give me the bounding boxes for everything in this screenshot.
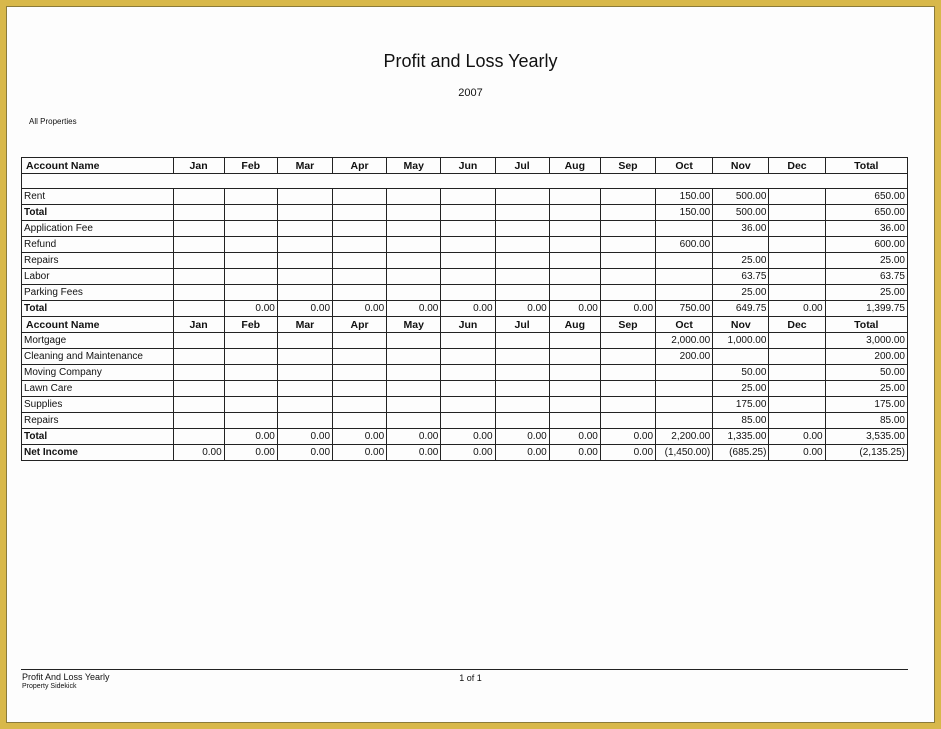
amount-cell (387, 333, 441, 349)
amount-cell (600, 349, 655, 365)
amount-cell (277, 189, 332, 205)
amount-cell (549, 189, 600, 205)
amount-cell (224, 237, 277, 253)
account-name-cell: Net Income (22, 445, 174, 461)
amount-cell: (685.25) (713, 445, 769, 461)
amount-cell (224, 397, 277, 413)
report-title: Profit and Loss Yearly (383, 51, 558, 71)
amount-cell (769, 349, 825, 365)
amount-cell: 1,000.00 (713, 333, 769, 349)
account-name-cell: Repairs (22, 413, 174, 429)
amount-cell (277, 269, 332, 285)
column-header: Aug (549, 317, 600, 333)
amount-cell (441, 413, 495, 429)
column-header: Jul (495, 317, 549, 333)
account-name-cell: Total (22, 429, 174, 445)
amount-cell (549, 269, 600, 285)
amount-cell: (1,450.00) (656, 445, 713, 461)
table-row (22, 445, 908, 461)
column-header: Nov (713, 158, 769, 174)
amount-cell (441, 349, 495, 365)
amount-cell (495, 365, 549, 381)
amount-cell (495, 349, 549, 365)
amount-cell (656, 397, 713, 413)
report-scope: All Properties (29, 117, 77, 126)
amount-cell (549, 221, 600, 237)
account-name-cell: Rent (22, 189, 174, 205)
amount-cell (441, 285, 495, 301)
amount-cell (713, 237, 769, 253)
amount-cell (549, 237, 600, 253)
amount-cell (769, 333, 825, 349)
amount-cell (441, 205, 495, 221)
amount-cell (224, 413, 277, 429)
amount-cell (224, 365, 277, 381)
table-row (22, 349, 908, 365)
amount-cell (549, 413, 600, 429)
amount-cell (333, 253, 387, 269)
amount-cell (549, 381, 600, 397)
column-header: Sep (600, 317, 655, 333)
amount-cell (173, 333, 224, 349)
amount-cell: (2,135.25) (825, 445, 907, 461)
amount-cell (600, 365, 655, 381)
table-row (22, 205, 908, 221)
amount-cell: 600.00 (656, 237, 713, 253)
account-name-cell: Moving Company (22, 365, 174, 381)
amount-cell (173, 381, 224, 397)
amount-cell (769, 413, 825, 429)
column-header: Apr (333, 317, 387, 333)
amount-cell (173, 285, 224, 301)
column-header: Jul (495, 158, 549, 174)
amount-cell (600, 269, 655, 285)
amount-cell (333, 205, 387, 221)
column-header: Aug (549, 158, 600, 174)
amount-cell (387, 365, 441, 381)
amount-cell (173, 397, 224, 413)
amount-cell (387, 285, 441, 301)
amount-cell (387, 349, 441, 365)
amount-cell: 0.00 (277, 301, 332, 317)
amount-cell: 63.75 (713, 269, 769, 285)
amount-cell: 0.00 (441, 301, 495, 317)
amount-cell (387, 269, 441, 285)
amount-cell: 0.00 (224, 301, 277, 317)
table-row (22, 365, 908, 381)
footer-page-number: 1 of 1 (459, 673, 482, 683)
amount-cell (656, 269, 713, 285)
amount-cell (600, 221, 655, 237)
table-row (22, 269, 908, 285)
amount-cell: 0.00 (600, 301, 655, 317)
spacer-cell (22, 174, 908, 189)
amount-cell (600, 397, 655, 413)
amount-cell: 0.00 (277, 429, 332, 445)
amount-cell (656, 253, 713, 269)
amount-cell: 0.00 (549, 445, 600, 461)
amount-cell (333, 285, 387, 301)
amount-cell: 0.00 (600, 429, 655, 445)
amount-cell (224, 253, 277, 269)
table-row (22, 285, 908, 301)
amount-cell (495, 333, 549, 349)
table-row (22, 253, 908, 269)
table-row (22, 381, 908, 397)
amount-cell: 0.00 (333, 429, 387, 445)
amount-cell: 175.00 (825, 397, 907, 413)
amount-cell (224, 205, 277, 221)
amount-cell (173, 205, 224, 221)
amount-cell: 0.00 (333, 301, 387, 317)
expense-header-row (22, 317, 908, 333)
amount-cell: 0.00 (549, 301, 600, 317)
amount-cell (333, 189, 387, 205)
amount-cell: 0.00 (495, 445, 549, 461)
amount-cell (600, 237, 655, 253)
table-row (22, 429, 908, 445)
amount-cell (173, 221, 224, 237)
amount-cell: 200.00 (825, 349, 907, 365)
column-header: Mar (277, 317, 332, 333)
amount-cell (173, 269, 224, 285)
amount-cell (600, 253, 655, 269)
amount-cell: 650.00 (825, 189, 907, 205)
amount-cell: 85.00 (713, 413, 769, 429)
amount-cell: 2,200.00 (656, 429, 713, 445)
spacer-row (22, 174, 908, 189)
amount-cell: 25.00 (713, 381, 769, 397)
amount-cell (769, 285, 825, 301)
amount-cell (549, 285, 600, 301)
amount-cell: 0.00 (600, 445, 655, 461)
amount-cell (441, 333, 495, 349)
table-row (22, 333, 908, 349)
amount-cell: 25.00 (825, 381, 907, 397)
amount-cell (277, 237, 332, 253)
column-header: Total (825, 317, 907, 333)
amount-cell: 3,535.00 (825, 429, 907, 445)
account-name-cell: Lawn Care (22, 381, 174, 397)
amount-cell (600, 413, 655, 429)
footer-report-name: Profit And Loss Yearly (22, 672, 110, 682)
column-header: Feb (224, 317, 277, 333)
column-header: Total (825, 158, 907, 174)
amount-cell: 600.00 (825, 237, 907, 253)
amount-cell (277, 413, 332, 429)
amount-cell (769, 397, 825, 413)
amount-cell (224, 349, 277, 365)
amount-cell: 649.75 (713, 301, 769, 317)
amount-cell (441, 253, 495, 269)
amount-cell (656, 365, 713, 381)
amount-cell (387, 253, 441, 269)
amount-cell: 0.00 (441, 429, 495, 445)
amount-cell (277, 381, 332, 397)
amount-cell (224, 189, 277, 205)
amount-cell (495, 413, 549, 429)
column-header: Mar (277, 158, 332, 174)
amount-cell: 0.00 (224, 429, 277, 445)
amount-cell (549, 333, 600, 349)
account-name-cell: Cleaning and Maintenance (22, 349, 174, 365)
amount-cell (549, 397, 600, 413)
amount-cell (277, 333, 332, 349)
column-header: Dec (769, 317, 825, 333)
amount-cell (600, 189, 655, 205)
amount-cell (600, 285, 655, 301)
amount-cell: 36.00 (825, 221, 907, 237)
account-name-cell: Refund (22, 237, 174, 253)
amount-cell: 0.00 (769, 445, 825, 461)
amount-cell (656, 381, 713, 397)
column-header: Oct (656, 317, 713, 333)
account-name-cell: Mortgage (22, 333, 174, 349)
table-body (22, 174, 908, 461)
amount-cell (656, 413, 713, 429)
amount-cell (387, 189, 441, 205)
amount-cell (224, 381, 277, 397)
amount-cell (173, 365, 224, 381)
amount-cell (173, 301, 224, 317)
column-header: Jan (173, 317, 224, 333)
amount-cell: 650.00 (825, 205, 907, 221)
amount-cell: 0.00 (333, 445, 387, 461)
amount-cell (333, 381, 387, 397)
account-name-cell: Application Fee (22, 221, 174, 237)
amount-cell (387, 205, 441, 221)
amount-cell: 150.00 (656, 205, 713, 221)
profit-loss-table (21, 157, 908, 461)
column-header: Jun (441, 158, 495, 174)
column-header: Account Name (22, 317, 174, 333)
account-name-cell: Total (22, 205, 174, 221)
column-header: Feb (224, 158, 277, 174)
amount-cell: 36.00 (713, 221, 769, 237)
amount-cell (277, 253, 332, 269)
amount-cell: 1,335.00 (713, 429, 769, 445)
amount-cell (495, 381, 549, 397)
amount-cell: 1,399.75 (825, 301, 907, 317)
amount-cell (656, 285, 713, 301)
table-row (22, 413, 908, 429)
amount-cell (387, 381, 441, 397)
amount-cell: 25.00 (713, 285, 769, 301)
amount-cell: 200.00 (656, 349, 713, 365)
amount-cell (173, 237, 224, 253)
amount-cell (769, 381, 825, 397)
amount-cell: 500.00 (713, 205, 769, 221)
amount-cell (441, 397, 495, 413)
amount-cell (769, 253, 825, 269)
amount-cell (333, 365, 387, 381)
amount-cell (333, 221, 387, 237)
account-name-cell: Total (22, 301, 174, 317)
amount-cell (769, 269, 825, 285)
table-row (22, 237, 908, 253)
amount-cell: 63.75 (825, 269, 907, 285)
amount-cell: 0.00 (495, 301, 549, 317)
amount-cell (333, 237, 387, 253)
amount-cell (224, 221, 277, 237)
amount-cell: 50.00 (825, 365, 907, 381)
amount-cell (441, 365, 495, 381)
amount-cell (333, 397, 387, 413)
amount-cell (495, 221, 549, 237)
amount-cell: 25.00 (825, 285, 907, 301)
amount-cell (173, 253, 224, 269)
amount-cell: 0.00 (173, 445, 224, 461)
amount-cell (600, 381, 655, 397)
column-header: Apr (333, 158, 387, 174)
column-header: Sep (600, 158, 655, 174)
amount-cell (333, 333, 387, 349)
amount-cell (549, 349, 600, 365)
table-row (22, 221, 908, 237)
amount-cell (277, 205, 332, 221)
amount-cell (277, 349, 332, 365)
amount-cell: 0.00 (387, 445, 441, 461)
amount-cell (387, 237, 441, 253)
account-name-cell: Repairs (22, 253, 174, 269)
footer-app-name: Property Sidekick (22, 683, 77, 690)
column-header: May (387, 317, 441, 333)
amount-cell (495, 205, 549, 221)
column-header: Dec (769, 158, 825, 174)
amount-cell (224, 285, 277, 301)
amount-cell (387, 413, 441, 429)
report-year: 2007 (458, 87, 483, 99)
amount-cell (495, 397, 549, 413)
amount-cell (333, 349, 387, 365)
amount-cell (495, 285, 549, 301)
amount-cell (495, 237, 549, 253)
amount-cell (173, 429, 224, 445)
amount-cell: 2,000.00 (656, 333, 713, 349)
amount-cell: 85.00 (825, 413, 907, 429)
column-header: Nov (713, 317, 769, 333)
amount-cell (441, 237, 495, 253)
amount-cell (224, 333, 277, 349)
amount-cell: 175.00 (713, 397, 769, 413)
amount-cell (173, 413, 224, 429)
amount-cell (769, 237, 825, 253)
amount-cell (769, 205, 825, 221)
amount-cell: 25.00 (713, 253, 769, 269)
amount-cell (387, 397, 441, 413)
amount-cell: 25.00 (825, 253, 907, 269)
amount-cell: 0.00 (387, 429, 441, 445)
amount-cell: 3,000.00 (825, 333, 907, 349)
amount-cell (387, 221, 441, 237)
amount-cell: 0.00 (224, 445, 277, 461)
amount-cell (277, 285, 332, 301)
amount-cell (600, 205, 655, 221)
amount-cell (713, 349, 769, 365)
amount-cell: 0.00 (495, 429, 549, 445)
column-header: Jun (441, 317, 495, 333)
amount-cell: 0.00 (769, 429, 825, 445)
table-header-row (22, 158, 908, 174)
account-name-cell: Labor (22, 269, 174, 285)
amount-cell (549, 253, 600, 269)
amount-cell (495, 253, 549, 269)
column-header: Account Name (22, 158, 174, 174)
column-header: Oct (656, 158, 713, 174)
amount-cell: 50.00 (713, 365, 769, 381)
amount-cell (441, 269, 495, 285)
amount-cell (495, 189, 549, 205)
amount-cell: 750.00 (656, 301, 713, 317)
amount-cell: 0.00 (549, 429, 600, 445)
account-name-cell: Supplies (22, 397, 174, 413)
amount-cell (769, 221, 825, 237)
amount-cell (549, 365, 600, 381)
amount-cell (333, 413, 387, 429)
amount-cell (277, 221, 332, 237)
amount-cell (441, 381, 495, 397)
amount-cell (173, 189, 224, 205)
amount-cell (549, 205, 600, 221)
column-header: Jan (173, 158, 224, 174)
amount-cell (600, 333, 655, 349)
amount-cell: 150.00 (656, 189, 713, 205)
amount-cell: 500.00 (713, 189, 769, 205)
amount-cell (441, 221, 495, 237)
amount-cell (769, 189, 825, 205)
amount-cell (656, 221, 713, 237)
amount-cell (333, 269, 387, 285)
amount-cell: 0.00 (769, 301, 825, 317)
amount-cell (224, 269, 277, 285)
amount-cell (277, 397, 332, 413)
footer-divider (21, 669, 908, 670)
amount-cell (769, 365, 825, 381)
table-row (22, 301, 908, 317)
amount-cell: 0.00 (387, 301, 441, 317)
amount-cell (173, 349, 224, 365)
account-name-cell: Parking Fees (22, 285, 174, 301)
column-header: May (387, 158, 441, 174)
table-row (22, 189, 908, 205)
amount-cell (495, 269, 549, 285)
table-row (22, 397, 908, 413)
amount-cell (277, 365, 332, 381)
amount-cell: 0.00 (277, 445, 332, 461)
amount-cell: 0.00 (441, 445, 495, 461)
amount-cell (441, 189, 495, 205)
